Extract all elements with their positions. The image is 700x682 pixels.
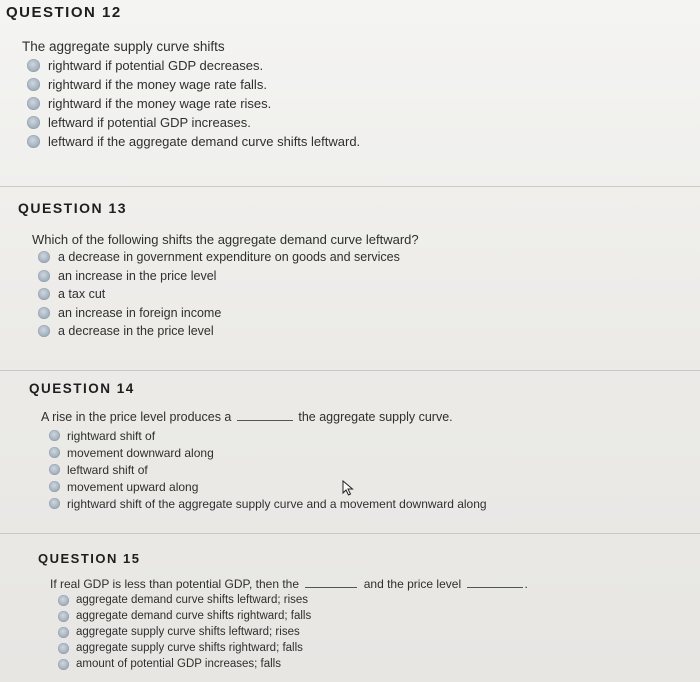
answer-blank — [237, 420, 293, 421]
question-divider — [0, 533, 700, 534]
question-13-option-5[interactable] — [38, 322, 400, 341]
mouse-cursor-icon — [342, 480, 354, 496]
radio-button[interactable] — [49, 430, 60, 441]
question-14-prompt-end: the aggregate supply curve. — [298, 410, 453, 424]
question-15-option-5[interactable] — [58, 656, 311, 672]
option-label: leftward shift of — [67, 462, 148, 477]
radio-button[interactable] — [49, 447, 60, 458]
answer-blank — [467, 587, 523, 588]
option-label: rightward if the money wage rate falls. — [48, 77, 267, 92]
option-label: a decrease in government expenditure on goods and services — [58, 250, 400, 265]
option-label: leftward if the aggregate demand curve shifts leftward. — [48, 134, 361, 149]
option-label: rightward if potential GDP decreases. — [48, 58, 264, 73]
question-12-option-3[interactable] — [27, 94, 360, 113]
option-label: an increase in foreign income — [58, 305, 222, 320]
option-label: aggregate demand curve shifts rightward; falls — [76, 610, 312, 622]
option-label: movement upward along — [67, 479, 199, 494]
question-divider — [0, 186, 700, 187]
radio-button[interactable] — [49, 498, 60, 509]
question-15-option-1[interactable] — [58, 592, 311, 608]
option-label: aggregate demand curve shifts leftward; rises — [76, 594, 309, 606]
radio-button[interactable] — [27, 78, 40, 91]
question-15-header: QUESTION 15 — [38, 551, 141, 566]
radio-button[interactable] — [38, 307, 50, 319]
question-14-prompt-start: A rise in the price level produces a — [41, 410, 232, 424]
question-14-option-5[interactable] — [49, 495, 487, 512]
question-14-header: QUESTION 14 — [29, 381, 135, 396]
option-label: rightward shift of the aggregate supply curve and a movement downward along — [67, 496, 487, 511]
option-label: aggregate supply curve shifts rightward; falls — [76, 642, 303, 654]
question-14-option-1[interactable] — [49, 427, 487, 444]
radio-button[interactable] — [49, 464, 60, 475]
question-15-prompt-middle: and the price level — [363, 577, 462, 591]
question-13-option-4[interactable] — [38, 304, 400, 323]
question-13-prompt: Which of the following shifts the aggregate demand curve leftward? — [32, 232, 419, 247]
question-12-header: QUESTION 12 — [6, 4, 122, 21]
radio-button[interactable] — [27, 97, 40, 110]
question-14-option-3[interactable] — [49, 461, 487, 478]
question-14-option-4[interactable] — [49, 478, 487, 495]
question-13-option-1[interactable] — [38, 248, 400, 267]
question-14-prompt — [41, 410, 453, 424]
option-label: aggregate supply curve shifts leftward; rises — [76, 626, 300, 638]
answer-blank — [305, 587, 357, 588]
radio-button[interactable] — [27, 59, 40, 72]
question-13-option-2[interactable] — [38, 267, 400, 286]
question-12-prompt: The aggregate supply curve shifts — [22, 39, 225, 54]
radio-button[interactable] — [27, 116, 40, 129]
question-13-options — [38, 248, 400, 341]
radio-button[interactable] — [58, 627, 69, 638]
radio-button[interactable] — [38, 251, 50, 263]
question-15-option-4[interactable] — [58, 640, 311, 656]
question-divider — [0, 370, 700, 371]
option-label: amount of potential GDP increases; falls — [76, 658, 281, 670]
question-15-option-3[interactable] — [58, 624, 311, 640]
radio-button[interactable] — [58, 595, 69, 606]
radio-button[interactable] — [38, 288, 50, 300]
radio-button[interactable] — [38, 325, 50, 337]
radio-button[interactable] — [49, 481, 60, 492]
question-15-option-2[interactable] — [58, 608, 311, 624]
question-14-option-2[interactable] — [49, 444, 487, 461]
option-label: a tax cut — [58, 287, 106, 302]
question-12-option-4[interactable] — [27, 113, 360, 132]
option-label: rightward if the money wage rate rises. — [48, 96, 272, 111]
question-12-option-5[interactable] — [27, 132, 360, 151]
radio-button[interactable] — [58, 659, 69, 670]
radio-button[interactable] — [38, 270, 50, 282]
radio-button[interactable] — [27, 135, 40, 148]
question-15-prompt-start: If real GDP is less than potential GDP, then the — [50, 577, 300, 591]
question-15-prompt — [50, 577, 528, 591]
radio-button[interactable] — [58, 611, 69, 622]
question-12-option-2[interactable] — [27, 75, 360, 94]
option-label: movement downward along — [67, 445, 214, 460]
question-15-prompt-end: . — [524, 577, 528, 591]
question-13-option-3[interactable] — [38, 285, 400, 304]
question-12-option-1[interactable] — [27, 56, 360, 75]
option-label: a decrease in the price level — [58, 324, 214, 339]
option-label: leftward if potential GDP increases. — [48, 115, 251, 130]
option-label: an increase in the price level — [58, 268, 217, 283]
radio-button[interactable] — [58, 643, 69, 654]
question-15-options — [58, 592, 311, 672]
question-13-header: QUESTION 13 — [18, 200, 128, 216]
question-14-options — [49, 427, 487, 512]
question-12-options — [27, 56, 360, 151]
option-label: rightward shift of — [67, 428, 156, 443]
